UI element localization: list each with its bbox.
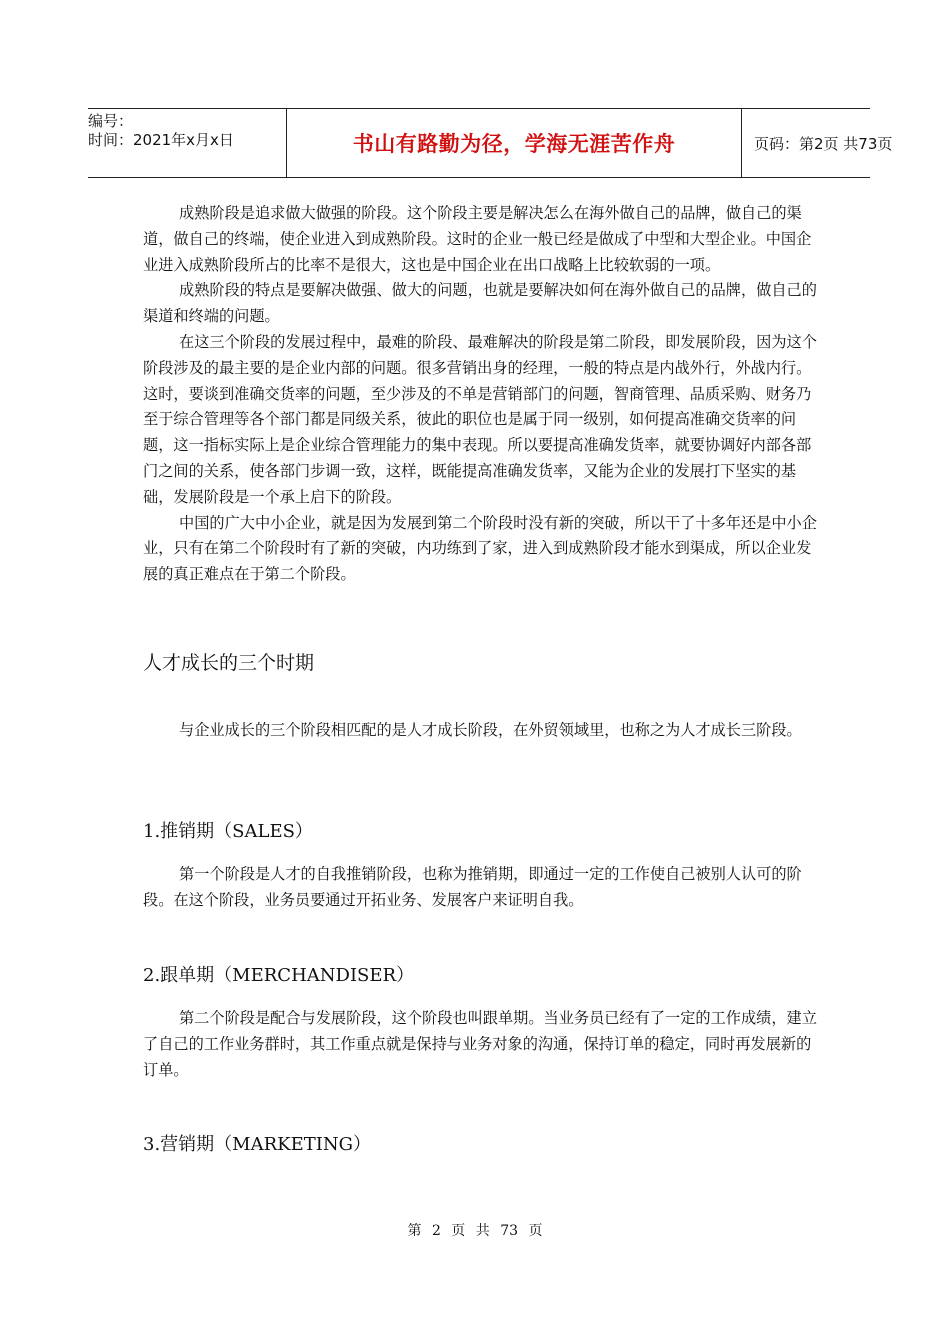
paragraph: 成熟阶段的特点是要解决做强、做大的问题，也就是要解决如何在海外做自己的品牌，做自己的渠道和终端的问题。 [143,281,817,326]
paragraph: 中国的广大中小企业，就是因为发展到第二个阶段时没有新的突破，所以干了十多年还是中小企业，只有在第二个阶段时有了新的突破，内功练到了家，进入到成熟阶段才能水到渠成，所以企业发展的真正难点在于第二个阶段。 [143,513,817,584]
paragraph: 与企业成长的三个阶段相匹配的是人才成长阶段，在外贸领域里，也称之为人才成长三阶段。 [179,721,802,739]
header-page-info: 页码：第2页 共73页 [754,134,893,153]
maturity-section [143,201,823,588]
number-label: 编号： [88,112,134,130]
paragraph: 在这三个阶段的发展过程中，最难的阶段、最难解决的阶段是第二阶段，即发展阶段，因为这个阶段涉及的最主要的是企业内部的问题。很多营销出身的经理，一般的特点是内战外行，外战内行。这时，要谈到准确交货率的问题，至少涉及的不单是营销部门的问题，智商管理、品质采购、财务乃至于综合管理等各个部门都是同级关系，彼此的职位也是属于同一级别，如何提高准确交货率的问题，这一指标实际上是企业综合管理能力的集中表现。所以要提高准确发货率，就要协调好内部各部门之间的关系，使各部门步调一致，这样，既能提高准确发货率，又能为企业的发展打下坚实的基础，发展阶段是一个承上启下的阶段。 [143,332,817,506]
stage-heading: 1.推销期（SALES） [143,821,313,842]
stage-heading: 3.营销期（MARKETING） [143,1134,371,1155]
paragraph: 第一个阶段是人才的自我推销阶段，也称为推销期，即通过一定的工作使自己被别人认可的阶段。在这个阶段，业务员要通过开拓业务、发展客户来证明自我。 [143,865,802,909]
header-meta [88,109,286,180]
section-intro [143,718,823,744]
paragraph: 第二个阶段是配合与发展阶段，这个阶段也叫跟单期。当业务员已经有了一定的工作成绩，建立了自己的工作业务群时，其工作重点就是保持与业务对象的沟通，保持订单的稳定，同时再发展新的订单。 [143,1009,817,1079]
stage-body [143,862,823,914]
time-label: 时间：2021年x月x日 [88,131,234,149]
page-header [88,108,893,178]
section-heading: 人才成长的三个时期 [143,652,315,674]
stage-body [143,1006,823,1083]
page-footer: 第 2 页 共 73 页 [407,1223,543,1239]
paragraph: 成熟阶段是追求做大做强的阶段。这个阶段主要是解决怎么在海外做自己的品牌，做自己的渠道，做自己的终端，使企业进入到成熟阶段。这时的企业一般已经是做成了中型和大型企业。中国企业进入成熟阶段所占的比率不是很大，这也是中国企业在出口战略上比较软弱的一项。 [143,204,812,274]
stage-heading: 2.跟单期（MERCHANDISER） [143,965,415,986]
header-motto: 书山有路勤为径，学海无涯苦作舟 [286,109,742,177]
